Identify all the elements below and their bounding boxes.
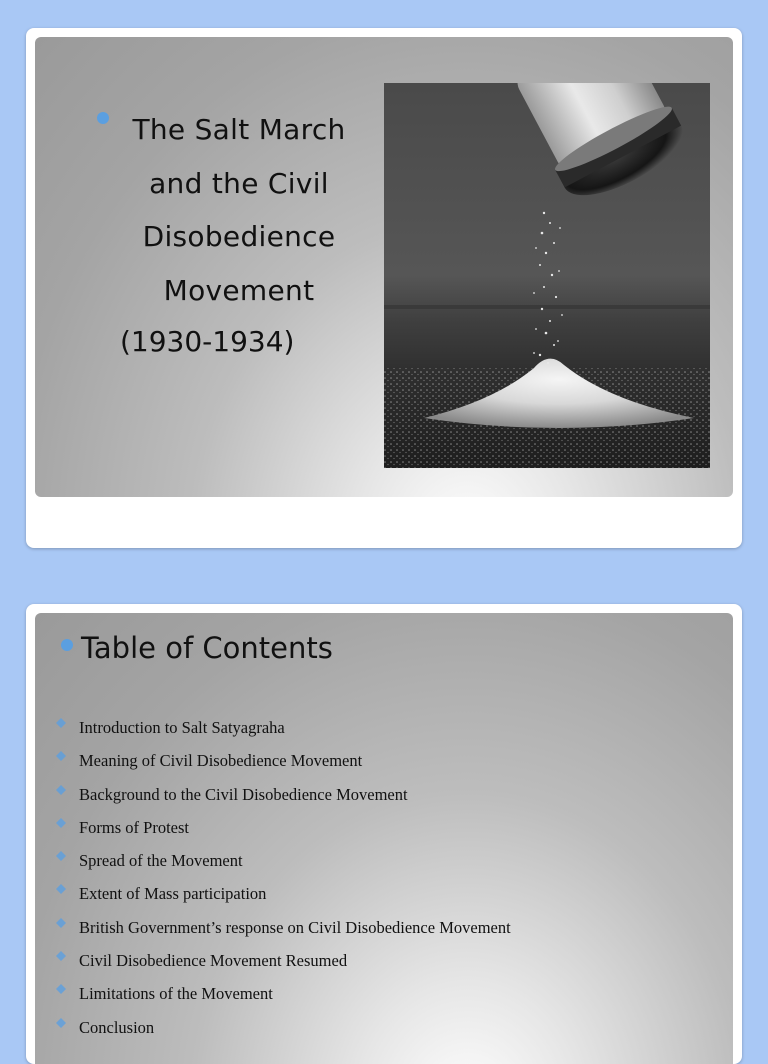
toc-item-text: Civil Disobedience Movement Resumed (79, 951, 348, 971)
list-item (55, 844, 511, 877)
list-item (55, 877, 511, 910)
diamond-bullet-icon (56, 818, 66, 828)
list-item (55, 778, 511, 811)
toc-item-text: Introduction to Salt Satyagraha (79, 718, 285, 737)
toc-item-text: Extent of Mass participation (79, 884, 267, 904)
toc-item-text: Limitations of the Movement (79, 984, 273, 1004)
title-line: The Salt March (132, 113, 346, 146)
list-item (55, 944, 511, 977)
toc-item-text: Spread of the Movement (79, 851, 243, 871)
title-bullet-icon (97, 112, 109, 124)
toc-item-text: Background to the Civil Disobedience Movement (79, 784, 408, 804)
title-line: Disobedience (142, 220, 336, 253)
list-item (55, 711, 511, 744)
salt-shaker-image (384, 83, 710, 468)
list-item (55, 911, 511, 944)
diamond-bullet-icon (56, 1018, 66, 1028)
list-item (55, 1011, 511, 1044)
toc-heading: Table of Contents (81, 631, 333, 665)
list-item (55, 811, 511, 844)
slide-2 (26, 604, 742, 1064)
slide-2-panel (35, 613, 733, 1064)
diamond-bullet-icon (56, 984, 66, 994)
slide-1 (26, 28, 742, 548)
toc-item-text: British Government’s response on Civil Disobedience Movement (79, 917, 511, 937)
diamond-bullet-icon (56, 718, 66, 728)
diamond-bullet-icon (56, 884, 66, 894)
heading-bullet-icon (61, 639, 73, 651)
toc-item-text: Conclusion (79, 1017, 155, 1037)
toc-item-text: Meaning of Civil Disobedience Movement (79, 751, 363, 771)
title-line: and the Civil (149, 166, 329, 200)
title-line: Movement (163, 273, 315, 307)
list-item (55, 744, 511, 777)
list-item (55, 977, 511, 1010)
diamond-bullet-icon (56, 785, 66, 795)
toc-item-text: Forms of Protest (79, 817, 190, 837)
diamond-bullet-icon (56, 751, 66, 761)
slide-1-panel (35, 37, 733, 497)
diamond-bullet-icon (56, 851, 66, 861)
slide-1-title (117, 103, 361, 317)
title-year: (1930-1934) (120, 325, 295, 358)
diamond-bullet-icon (56, 918, 66, 928)
diamond-bullet-icon (56, 951, 66, 961)
toc-list (55, 711, 511, 1044)
